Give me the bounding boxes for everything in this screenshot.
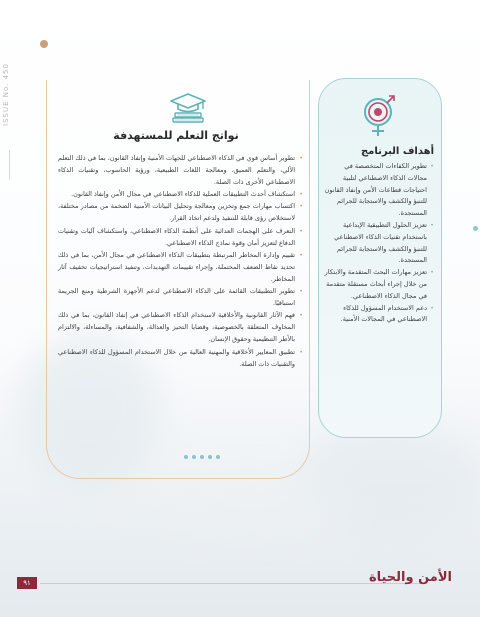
magazine-title: الأمن والحياة: [368, 570, 452, 585]
list-item: • دعم الاستخدام المسؤول للذكاء الاصطناعي في المجالات الأمنية.: [324, 303, 434, 327]
footer-divider: [40, 583, 425, 584]
list-item: • تطبيق المعايير الأخلاقية والمهنية العالية من خلال الاستخدام المسؤول للذكاء الاصطناعي والتقنيات ذات الصلة.: [58, 346, 303, 370]
gender-symbol-icon: [356, 94, 400, 138]
page-number: ٩١: [17, 577, 37, 589]
list-item: • تطوير أساس قوي في الذكاء الاصطناعي للجهات الأمنية وإنفاذ القانون، بما في ذلك التعلم الآلي، والتعلم العميق، ومعالجة اللغات الطبيعية، ورؤية الحاسوب، وتقنيات الذكاء الاصطناعي الأخرى ذات الصلة.: [58, 152, 303, 188]
list-item: • تعزيز الحلول التطبيقية الإبداعية باستخدام تقنيات الذكاء الاصطناعي للتنبؤ والكشف والاستجابة للجرائم المستجدة.: [324, 220, 434, 267]
list-item: • تطوير التطبيقات القائمة على الذكاء الاصطناعي لدعم الأجهزة الشرطية ومنع الجريمة استباقيًا.: [58, 285, 303, 309]
issue-divider: [9, 150, 10, 180]
pagination-dot: [200, 455, 204, 459]
background-blur: [150, 470, 350, 540]
pagination-dot: [184, 455, 188, 459]
list-item: • التعرف على الهجمات العدائية على أنظمة الذكاء الاصطناعي، واستكشاف آليات وتقنيات الدفاع لتعزيز أمان وقوة نماذج الذكاء الاصطناعي.: [58, 225, 303, 249]
graduation-cap-books-icon: [168, 92, 208, 126]
list-item: • تعزيز مهارات البحث المتقدمة والابتكار من خلال إجراء أبحاث مستقلة متقدمة في مجال الذكاء الاصطناعي.: [324, 267, 434, 302]
learning-outcomes-title: نواتج التعلم للمستهدفة: [113, 129, 239, 142]
program-goals-list: [324, 161, 434, 326]
learning-outcomes-list: [58, 152, 303, 370]
list-item: • تطوير الكفاءات المتخصصة في مجالات الذكاء الاصطناعي لتلبية احتياجات قطاعات الأمن وإنفاذ القانون للتنبؤ والكشف والاستجابة للجرائم المستجدة.: [324, 161, 434, 220]
list-item: • اكتساب مهارات جمع وتخزين ومعالجة وتحليل البيانات الأمنية الضخمة من مصادر مختلفة، لاستخلاص رؤى قابلة للتنفيذ ولدعم اتخاذ القرار.: [58, 200, 303, 224]
decorative-dot: [473, 226, 478, 231]
program-goals-title: أهداف البرنامج: [360, 146, 434, 157]
list-item: • استكشاف أحدث التطبيقات العملية للذكاء الاصطناعي في مجال الأمن وإنفاذ القانون.: [58, 188, 303, 200]
pagination-dot: [208, 455, 212, 459]
pagination-dots: [182, 444, 242, 450]
list-item: • تقييم وإدارة المخاطر المرتبطة بتطبيقات الذكاء الاصطناعي في مجال الأمن، بما في ذلك تحديد نقاط الضعف المحتملة، وإجراء تقييمات التهديدات، وتنفيذ استراتيجيات تخفيف آثار المخاطر.: [58, 249, 303, 285]
issue-number: ISSUE No. 450: [2, 63, 10, 127]
decorative-dot: [40, 40, 48, 48]
pagination-dot: [192, 455, 196, 459]
pagination-dot: [216, 455, 220, 459]
list-item: • فهم الآثار القانونية والأخلاقية لاستخدام الذكاء الاصطناعي في إنفاذ القانون، بما في ذلك المخاوف المتعلقة بالخصوصية، وقضايا التحيز والعدالة، والشفافية، والمساءلة، والالتزام بالأطر التنظيمية وحقوق الإنسان.: [58, 309, 303, 345]
